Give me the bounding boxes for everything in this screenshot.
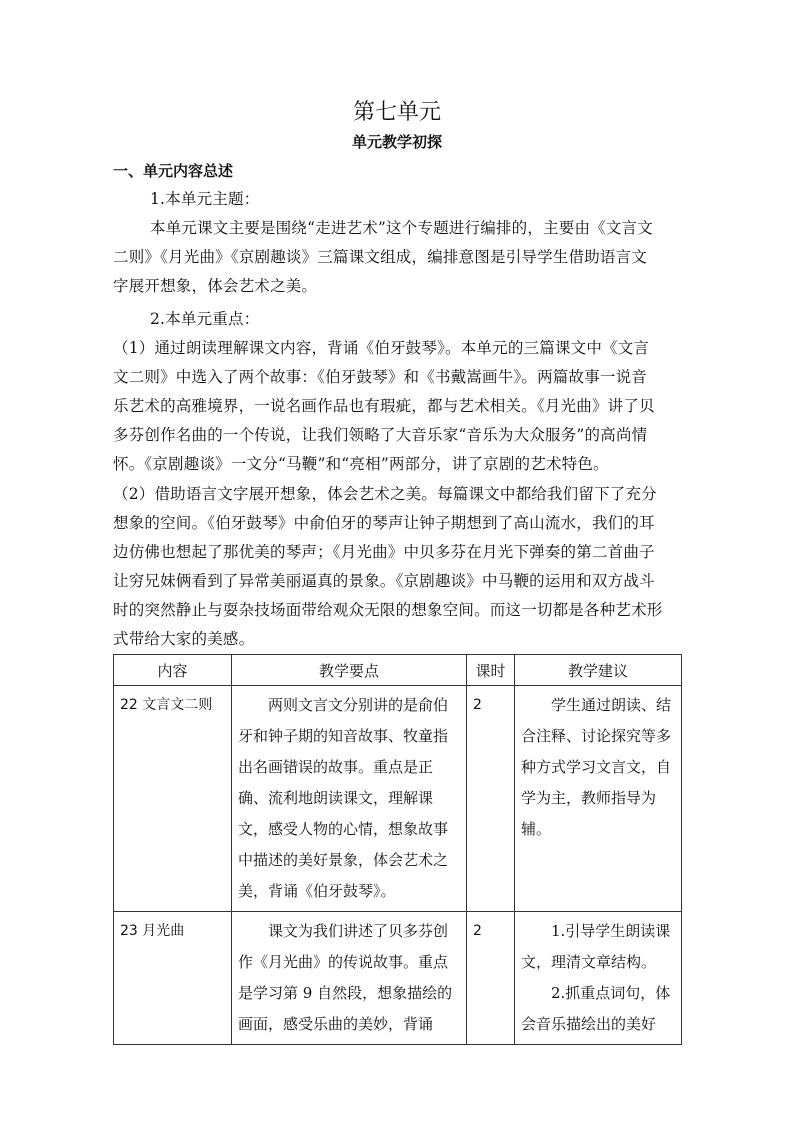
cell-hours: 2	[467, 912, 515, 1045]
table-row	[114, 686, 682, 912]
focus1-line: 怀。《京剧趣谈》一文分“马鞭”和“亮相”两部分，讲了京剧的艺术特色。	[113, 455, 609, 473]
focus1-line: 乐艺术的高雅境界，一说名画作品也有瑕疵，都与艺术相关。《月光曲》讲了贝	[113, 397, 655, 415]
theme-heading: 1.本单元主题：	[150, 190, 260, 208]
document-title: 第七单元	[352, 100, 441, 125]
document-subtitle: 单元教学初探	[351, 133, 442, 151]
focus1-line: 多芬创作名曲的一个传说，让我们领略了大音乐家“音乐为大众服务”的高尚情	[113, 426, 648, 444]
focus2-line: 想象的空间。《伯牙鼓琴》中俞伯牙的琴声让钟子期想到了高山流水，我们的耳	[113, 514, 655, 532]
theme-line: 本单元课文主要是围绕“走进艺术”这个专题进行编排的，主要由《文言文	[150, 219, 653, 237]
theme-line: 二则》《月光曲》《京剧趣谈》三篇课文组成，编排意图是引导学生借助语言文	[113, 248, 648, 266]
cell-content: 23 月光曲	[114, 912, 232, 1045]
focus2-line: 式带给大家的美感。	[113, 630, 255, 648]
cell-advice: 学生通过朗读、结合注释、讨论探究等多种方式学习文言文，自学为主，教师指导为辅。	[515, 686, 682, 912]
focus2-line: 让穷兄妹俩看到了异常美丽逼真的景象。《京剧趣谈》中马鞭的运用和双方战斗	[113, 572, 655, 590]
cell-points: 两则文言文分别讲的是俞伯牙和钟子期的知音故事、牧童指出名画错误的故事。重点是正确、流利地朗读课文，理解课文，感受人物的心情，想象故事中描述的美好景象，体会艺术之美，背诵《伯牙鼓琴》。	[232, 686, 467, 912]
teaching-plan-table	[113, 654, 682, 1045]
focus2-line: 时的突然静止与耍杂技场面带给观众无限的想象空间。而这一切都是各种艺术形	[113, 601, 663, 619]
table-row	[114, 912, 682, 1045]
focus1-line: （1）通过朗读理解课文内容，背诵《伯牙鼓琴》。本单元的三篇课文中《文言	[113, 339, 650, 357]
table-header-row	[114, 655, 682, 686]
focus-heading: 2.本单元重点：	[150, 310, 260, 328]
focus2-line: （2）借助语言文字展开想象，体会艺术之美。每篇课文中都给我们留下了充分	[113, 485, 657, 503]
section-heading: 一、单元内容总述	[113, 162, 234, 180]
cell-content: 22 文言文二则	[114, 686, 232, 912]
advice-item: 1.引导学生朗读课文，理清文章结构。	[521, 922, 671, 971]
theme-line: 字展开想象，体会艺术之美。	[113, 277, 318, 295]
cell-points: 课文为我们讲述了贝多芬创作《月光曲》的传说故事。重点是学习第 9 自然段，想象描绘的画面，感受乐曲的美妙，背诵	[232, 912, 467, 1045]
header-content: 内容	[114, 655, 232, 686]
focus2-line: 边仿佛也想起了那优美的琴声；《月光曲》中贝多芬在月光下弹奏的第二首曲子	[113, 543, 655, 561]
cell-advice	[515, 912, 682, 1045]
cell-hours: 2	[467, 686, 515, 912]
focus1-line: 文二则》中选入了两个故事：《伯牙鼓琴》和《书戴嵩画牛》。两篇故事一说音	[113, 368, 648, 386]
header-advice: 教学建议	[515, 655, 682, 686]
advice-item: 2.抓重点词句，体会音乐描绘出的美好	[521, 984, 671, 1033]
header-points: 教学要点	[232, 655, 467, 686]
header-hours: 课时	[467, 655, 515, 686]
